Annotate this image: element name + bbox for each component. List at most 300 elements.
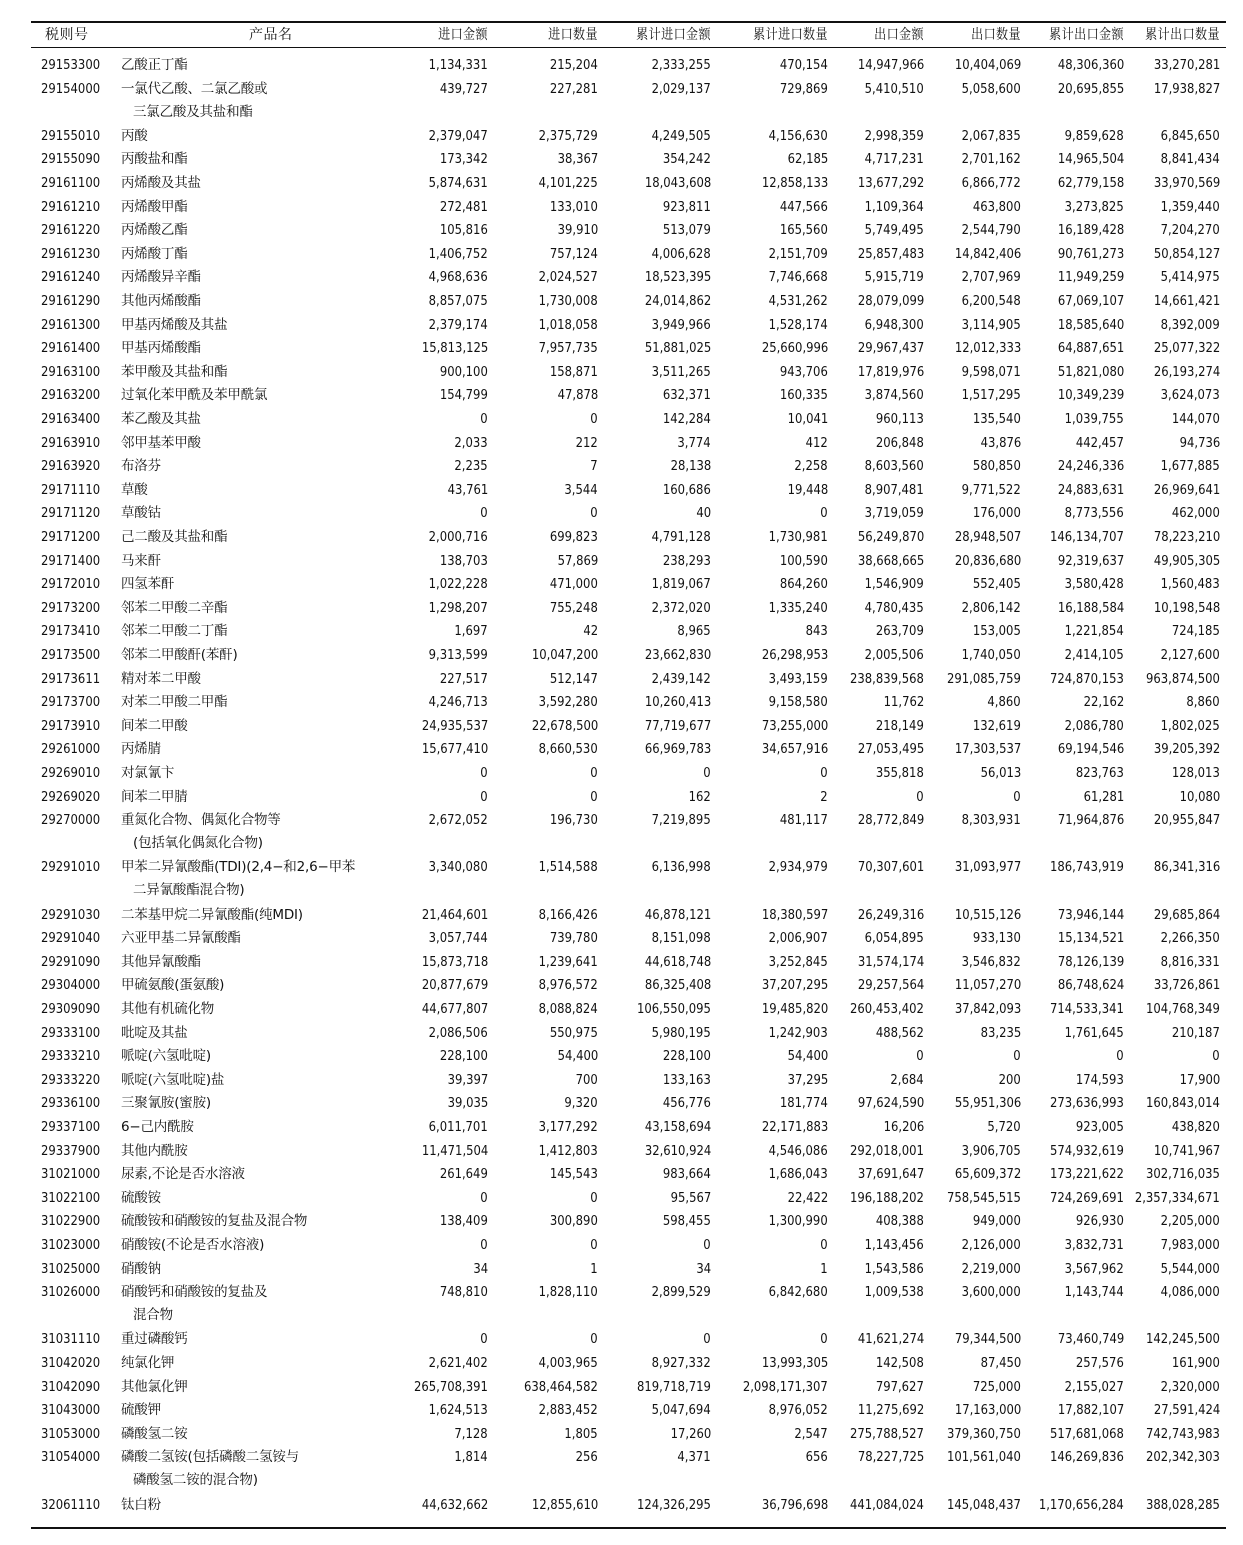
cum-export-value-cell: 724,269,691 <box>1050 1189 1124 1206</box>
export-qty-cell: 9,598,071 <box>961 363 1021 380</box>
export-qty-cell: 17,163,000 <box>954 1402 1021 1419</box>
cum-import-value-cell: 28,138 <box>670 458 711 475</box>
cum-export-value-cell: 78,126,139 <box>1057 953 1124 970</box>
cum-import-qty-cell: 729,869 <box>779 80 828 97</box>
product-name: 尿素,不论是否水溶液 <box>121 1166 245 1183</box>
product-name: 丙酸 <box>121 127 148 144</box>
cum-import-qty-cell: 2,547 <box>794 1425 828 1442</box>
product-name: 丙烯酸及其盐 <box>121 175 201 191</box>
product-name: 邻苯二甲酸二丁酯 <box>121 623 228 640</box>
import-qty-cell: 512,147 <box>549 670 598 687</box>
product-name: 三聚氰胺(蜜胺) <box>121 1095 211 1112</box>
cum-export-qty-cell: 302,716,035 <box>1146 1166 1220 1183</box>
import-value-cell: 15,813,125 <box>421 340 488 357</box>
tariff-code: 29336100 <box>41 1095 101 1112</box>
import-value-cell: 1,814 <box>454 1449 488 1466</box>
tariff-code: 31043000 <box>41 1402 101 1419</box>
export-value-cell: 2,998,359 <box>864 127 924 144</box>
product-name: 其他有机硫化物 <box>121 1001 215 1017</box>
product-name: 对氯氰卞 <box>121 765 175 781</box>
import-value-cell: 1,134,331 <box>428 57 488 73</box>
cum-import-value-cell: 24,014,862 <box>644 293 711 309</box>
import-value-cell: 5,874,631 <box>428 175 488 191</box>
cum-export-qty-cell: 86,341,316 <box>1153 859 1220 876</box>
export-qty-cell: 132,619 <box>972 717 1021 734</box>
export-qty-cell: 8,303,931 <box>961 812 1021 829</box>
cum-export-value-cell: 1,039,755 <box>1064 411 1124 427</box>
tariff-code: 29161240 <box>41 269 101 286</box>
cum-export-value-cell: 1,761,645 <box>1064 1024 1124 1041</box>
cum-export-qty-cell: 5,544,000 <box>1160 1260 1220 1277</box>
export-value-cell: 38,668,665 <box>857 552 924 569</box>
cum-import-qty-cell: 4,546,086 <box>768 1142 828 1159</box>
cum-export-value-cell: 823,763 <box>1075 765 1124 781</box>
cum-export-qty-cell: 25,077,322 <box>1153 340 1220 357</box>
cum-export-value-cell: 257,576 <box>1075 1355 1124 1371</box>
cum-export-value-cell: 574,932,619 <box>1050 1142 1124 1159</box>
export-value-cell: 4,780,435 <box>864 599 924 616</box>
product-name: 对苯二甲酸二甲酯 <box>121 694 228 711</box>
product-name: 丙酸盐和酯 <box>121 151 188 168</box>
cum-import-value-cell: 819,718,719 <box>637 1378 711 1395</box>
product-name: 丙烯酸丁酯 <box>121 245 188 262</box>
import-value-cell: 0 <box>480 1331 488 1348</box>
cum-export-value-cell: 926,930 <box>1075 1213 1124 1230</box>
import-value-cell: 20,877,679 <box>421 977 488 994</box>
cum-export-value-cell: 69,194,546 <box>1057 741 1124 758</box>
export-qty-cell: 379,360,750 <box>947 1425 1021 1442</box>
export-qty-cell: 14,842,406 <box>954 245 1021 262</box>
cum-import-qty-cell: 0 <box>820 505 828 522</box>
tariff-code: 29304000 <box>41 977 101 994</box>
cum-export-value-cell: 71,964,876 <box>1057 812 1124 829</box>
export-qty-cell: 9,771,522 <box>961 481 1021 498</box>
header-export-value: 出口金额 <box>874 27 924 43</box>
cum-import-value-cell: 2,439,142 <box>651 670 711 687</box>
tariff-code: 29155010 <box>41 127 101 144</box>
cum-import-value-cell: 5,047,694 <box>651 1402 711 1419</box>
export-value-cell: 11,762 <box>883 694 924 711</box>
cum-import-value-cell: 6,136,998 <box>651 859 711 876</box>
import-qty-cell: 212 <box>575 434 598 451</box>
import-qty-cell: 47,878 <box>557 387 598 404</box>
import-value-cell: 138,409 <box>439 1213 488 1230</box>
cum-export-value-cell: 62,779,158 <box>1057 175 1124 191</box>
cum-export-value-cell: 146,134,707 <box>1050 529 1124 545</box>
product-name: 硝酸钠 <box>121 1260 161 1277</box>
import-qty-cell: 57,869 <box>557 552 598 569</box>
cum-export-value-cell: 273,636,993 <box>1050 1095 1124 1112</box>
import-value-cell: 1,022,228 <box>428 576 488 593</box>
export-value-cell: 2,684 <box>890 1071 924 1088</box>
import-qty-cell: 1,730,008 <box>538 293 598 309</box>
cum-import-qty-cell: 18,380,597 <box>761 906 828 923</box>
cum-export-qty-cell: 26,193,274 <box>1153 363 1220 380</box>
import-value-cell: 439,727 <box>439 80 488 97</box>
export-value-cell: 37,691,647 <box>857 1166 924 1183</box>
cum-export-qty-cell: 17,900 <box>1179 1071 1220 1088</box>
import-qty-cell: 9,320 <box>564 1095 598 1112</box>
tariff-code: 29333210 <box>41 1048 101 1065</box>
export-value-cell: 29,257,564 <box>857 977 924 994</box>
cum-import-value-cell: 40 <box>696 505 711 522</box>
export-qty-cell: 37,842,093 <box>954 1001 1021 1017</box>
import-value-cell: 138,703 <box>439 552 488 569</box>
cum-import-qty-cell: 470,154 <box>779 57 828 73</box>
product-name: 甲硫氨酸(蛋氨酸) <box>121 977 225 994</box>
product-name: 纯氯化钾 <box>121 1355 175 1371</box>
import-qty-cell: 8,660,530 <box>538 741 598 758</box>
cum-import-value-cell: 983,664 <box>662 1166 711 1183</box>
export-value-cell: 4,717,231 <box>864 151 924 168</box>
cum-export-value-cell: 67,069,107 <box>1057 293 1124 309</box>
import-qty-cell: 0 <box>590 1237 598 1253</box>
import-value-cell: 3,340,080 <box>428 859 488 876</box>
tariff-code: 29291090 <box>41 953 101 970</box>
cum-export-qty-cell: 963,874,500 <box>1146 670 1220 687</box>
cum-export-qty-cell: 724,185 <box>1171 623 1220 640</box>
product-name: 二苯基甲烷二异氰酸酯(纯MDI) <box>121 906 303 923</box>
import-qty-cell: 4,003,965 <box>538 1355 598 1371</box>
cum-export-qty-cell: 26,969,641 <box>1153 481 1220 498</box>
export-qty-cell: 87,450 <box>980 1355 1021 1371</box>
tariff-code: 29337900 <box>41 1142 101 1159</box>
cum-import-value-cell: 66,969,783 <box>644 741 711 758</box>
cum-export-qty-cell: 2,357,334,671 <box>1135 1189 1220 1206</box>
cum-import-value-cell: 77,719,677 <box>644 717 711 734</box>
import-value-cell: 1,697 <box>454 623 488 640</box>
product-name: 重过磷酸钙 <box>121 1331 188 1348</box>
cum-export-qty-cell: 161,900 <box>1171 1355 1220 1371</box>
export-value-cell: 28,772,849 <box>857 812 924 829</box>
cum-export-value-cell: 517,681,068 <box>1050 1425 1124 1442</box>
import-value-cell: 7,128 <box>454 1425 488 1442</box>
export-qty-cell: 949,000 <box>972 1213 1021 1230</box>
import-value-cell: 6,011,701 <box>428 1119 488 1135</box>
tariff-code: 29161400 <box>41 340 101 357</box>
tariff-code: 29173410 <box>41 623 101 640</box>
cum-export-value-cell: 15,134,521 <box>1057 930 1124 947</box>
cum-export-value-cell: 73,946,144 <box>1057 906 1124 923</box>
cum-import-qty-cell: 34,657,916 <box>761 741 828 758</box>
cum-import-qty-cell: 62,185 <box>787 151 828 168</box>
cum-export-value-cell: 90,761,273 <box>1057 245 1124 262</box>
cum-export-qty-cell: 39,205,392 <box>1153 741 1220 758</box>
cum-import-value-cell: 5,980,195 <box>651 1024 711 1041</box>
cum-import-value-cell: 46,878,121 <box>644 906 711 923</box>
cum-import-value-cell: 133,163 <box>662 1071 711 1088</box>
export-value-cell: 6,948,300 <box>864 316 924 333</box>
cum-export-qty-cell: 8,860 <box>1186 694 1220 711</box>
cum-export-value-cell: 923,005 <box>1075 1119 1124 1135</box>
export-value-cell: 206,848 <box>875 434 924 451</box>
import-value-cell: 4,968,636 <box>428 269 488 286</box>
import-qty-cell: 145,543 <box>549 1166 598 1183</box>
tariff-code: 29161300 <box>41 316 101 333</box>
cum-export-qty-cell: 5,414,975 <box>1160 269 1220 286</box>
tariff-code: 29333100 <box>41 1024 101 1041</box>
tariff-code: 29173500 <box>41 647 101 663</box>
product-name: 间苯二甲腈 <box>121 788 188 805</box>
product-name: 苯甲酸及其盐和酯 <box>121 363 228 380</box>
import-qty-cell: 550,975 <box>549 1024 598 1041</box>
export-value-cell: 97,624,590 <box>857 1095 924 1112</box>
product-name: 邻甲基苯甲酸 <box>121 434 201 451</box>
cum-export-value-cell: 9,859,628 <box>1064 127 1124 144</box>
export-value-cell: 8,907,481 <box>864 481 924 498</box>
export-value-cell: 1,543,586 <box>864 1260 924 1277</box>
import-value-cell: 15,677,410 <box>421 741 488 758</box>
export-qty-cell: 0 <box>1013 1048 1021 1065</box>
export-value-cell: 28,079,099 <box>857 293 924 309</box>
import-qty-cell: 158,871 <box>549 363 598 380</box>
product-name: 硫酸钾 <box>121 1402 161 1419</box>
export-qty-cell: 2,707,969 <box>961 269 1021 286</box>
cum-export-value-cell: 3,580,428 <box>1064 576 1124 593</box>
import-value-cell: 0 <box>480 1189 488 1206</box>
cum-import-qty-cell: 9,158,580 <box>768 694 828 711</box>
cum-export-value-cell: 2,414,105 <box>1064 647 1124 663</box>
export-value-cell: 355,818 <box>875 765 924 781</box>
cum-import-qty-cell: 10,041 <box>787 411 828 427</box>
export-value-cell: 292,018,001 <box>850 1142 924 1159</box>
header-import-qty: 进口数量 <box>548 27 598 43</box>
cum-export-qty-cell: 33,970,569 <box>1153 175 1220 191</box>
cum-import-value-cell: 44,618,748 <box>644 953 711 970</box>
import-value-cell: 15,873,718 <box>421 953 488 970</box>
tariff-code: 31023000 <box>41 1237 101 1253</box>
export-qty-cell: 12,012,333 <box>954 340 1021 357</box>
import-value-cell: 2,379,047 <box>428 127 488 144</box>
export-value-cell: 56,249,870 <box>857 529 924 545</box>
cum-export-qty-cell: 104,768,349 <box>1146 1001 1220 1017</box>
tariff-code: 31022900 <box>41 1213 101 1230</box>
import-qty-cell: 755,248 <box>549 599 598 616</box>
product-name-continued: (包括氧化偶氮化合物) <box>133 835 263 852</box>
export-qty-cell: 2,067,835 <box>961 127 1021 144</box>
import-value-cell: 21,464,601 <box>421 906 488 923</box>
cum-export-qty-cell: 2,320,000 <box>1160 1378 1220 1395</box>
cum-import-qty-cell: 4,531,262 <box>768 293 828 309</box>
import-value-cell: 261,649 <box>439 1166 488 1183</box>
import-qty-cell: 3,592,280 <box>538 694 598 711</box>
export-value-cell: 960,113 <box>875 411 924 427</box>
export-value-cell: 218,149 <box>875 717 924 734</box>
cum-import-value-cell: 51,881,025 <box>644 340 711 357</box>
export-qty-cell: 552,405 <box>972 576 1021 593</box>
cum-import-qty-cell: 19,485,820 <box>761 1001 828 1017</box>
cum-import-qty-cell: 13,993,305 <box>761 1355 828 1371</box>
cum-export-value-cell: 174,593 <box>1075 1071 1124 1088</box>
import-qty-cell: 1 <box>590 1260 598 1277</box>
export-value-cell: 25,857,483 <box>857 245 924 262</box>
cum-export-value-cell: 146,269,836 <box>1050 1449 1124 1466</box>
tariff-code: 29163400 <box>41 411 101 427</box>
cum-import-qty-cell: 19,448 <box>787 481 828 498</box>
import-qty-cell: 10,047,200 <box>531 647 598 663</box>
cum-import-value-cell: 142,284 <box>662 411 711 427</box>
export-qty-cell: 101,561,040 <box>947 1449 1021 1466</box>
export-qty-cell: 79,344,500 <box>954 1331 1021 1348</box>
cum-export-value-cell: 1,143,744 <box>1064 1284 1124 1301</box>
import-value-cell: 3,057,744 <box>428 930 488 947</box>
tariff-code: 31025000 <box>41 1260 101 1277</box>
export-value-cell: 41,621,274 <box>857 1331 924 1348</box>
cum-import-qty-cell: 1,300,990 <box>768 1213 828 1230</box>
import-qty-cell: 0 <box>590 1331 598 1348</box>
cum-import-value-cell: 34 <box>696 1260 711 1277</box>
export-qty-cell: 2,806,142 <box>961 599 1021 616</box>
cum-import-qty-cell: 6,842,680 <box>768 1284 828 1301</box>
cum-import-qty-cell: 37,207,295 <box>761 977 828 994</box>
export-qty-cell: 5,058,600 <box>961 80 1021 97</box>
cum-import-value-cell: 160,686 <box>662 481 711 498</box>
import-value-cell: 154,799 <box>439 387 488 404</box>
cum-import-qty-cell: 1,686,043 <box>768 1166 828 1183</box>
cum-import-value-cell: 354,242 <box>662 151 711 168</box>
export-value-cell: 260,453,402 <box>850 1001 924 1017</box>
cum-import-value-cell: 23,662,830 <box>644 647 711 663</box>
cum-import-value-cell: 3,511,265 <box>651 363 711 380</box>
cum-export-value-cell: 442,457 <box>1075 434 1124 451</box>
export-value-cell: 5,410,510 <box>864 80 924 97</box>
cum-import-value-cell: 95,567 <box>670 1189 711 1206</box>
export-value-cell: 797,627 <box>875 1378 924 1395</box>
import-qty-cell: 2,883,452 <box>538 1402 598 1419</box>
import-qty-cell: 1,514,588 <box>538 859 598 876</box>
tariff-code: 31031110 <box>41 1331 101 1348</box>
cum-import-qty-cell: 864,260 <box>779 576 828 593</box>
import-value-cell: 227,517 <box>439 670 488 687</box>
product-name: 四氢苯酐 <box>121 576 175 593</box>
export-qty-cell: 725,000 <box>972 1378 1021 1395</box>
tariff-code: 29163920 <box>41 458 101 475</box>
import-qty-cell: 757,124 <box>549 245 598 262</box>
import-qty-cell: 22,678,500 <box>531 717 598 734</box>
cum-export-qty-cell: 8,392,009 <box>1160 316 1220 333</box>
tariff-code: 31042090 <box>41 1378 101 1395</box>
product-name-continued: 二异氰酸酯混合物) <box>133 882 245 899</box>
cum-export-qty-cell: 142,245,500 <box>1146 1331 1220 1348</box>
export-qty-cell: 6,866,772 <box>961 175 1021 191</box>
cum-export-qty-cell: 1,802,025 <box>1160 717 1220 734</box>
cum-export-qty-cell: 2,127,600 <box>1160 647 1220 663</box>
tariff-code: 29173611 <box>41 670 101 687</box>
product-name: 丙烯腈 <box>121 741 161 758</box>
import-value-cell: 44,677,807 <box>421 1001 488 1017</box>
export-qty-cell: 1,740,050 <box>961 647 1021 663</box>
import-value-cell: 2,621,402 <box>428 1355 488 1371</box>
import-value-cell: 24,935,537 <box>421 717 488 734</box>
product-name: 丙烯酸乙酯 <box>121 222 188 239</box>
cum-import-value-cell: 43,158,694 <box>644 1119 711 1135</box>
product-name: 重氮化合物、偶氮化合物等 <box>121 812 281 829</box>
cum-export-value-cell: 714,533,341 <box>1050 1001 1124 1017</box>
cum-export-value-cell: 48,306,360 <box>1057 57 1124 73</box>
cum-import-value-cell: 86,325,408 <box>644 977 711 994</box>
cum-export-value-cell: 22,162 <box>1083 694 1124 711</box>
cum-import-qty-cell: 8,976,052 <box>768 1402 828 1419</box>
export-value-cell: 70,307,601 <box>857 859 924 876</box>
export-value-cell: 1,109,364 <box>864 198 924 215</box>
cum-import-value-cell: 3,949,966 <box>651 316 711 333</box>
product-name: 一氯代乙酸、二氯乙酸或 <box>121 80 268 97</box>
cum-export-value-cell: 186,743,919 <box>1050 859 1124 876</box>
cum-export-qty-cell: 1,359,440 <box>1160 198 1220 215</box>
cum-import-qty-cell: 36,796,698 <box>761 1496 828 1513</box>
tariff-code: 29163100 <box>41 363 101 380</box>
export-value-cell: 2,005,506 <box>864 647 924 663</box>
import-qty-cell: 8,166,426 <box>538 906 598 923</box>
cum-export-qty-cell: 202,342,303 <box>1146 1449 1220 1466</box>
export-value-cell: 275,788,527 <box>850 1425 924 1442</box>
cum-import-qty-cell: 2,006,907 <box>768 930 828 947</box>
export-qty-cell: 758,545,515 <box>947 1189 1021 1206</box>
import-qty-cell: 638,464,582 <box>524 1378 598 1395</box>
cum-export-qty-cell: 210,187 <box>1171 1024 1220 1041</box>
tariff-code: 29171400 <box>41 552 101 569</box>
cum-import-value-cell: 124,326,295 <box>637 1496 711 1513</box>
cum-import-value-cell: 0 <box>703 1237 711 1253</box>
cum-export-qty-cell: 29,685,864 <box>1153 906 1220 923</box>
tariff-code: 29261000 <box>41 741 101 758</box>
cum-import-value-cell: 32,610,924 <box>644 1142 711 1159</box>
product-name: 苯乙酸及其盐 <box>121 411 201 427</box>
product-name: 其他丙烯酸酯 <box>121 293 201 309</box>
header-tariff-code: 税则号 <box>45 27 89 43</box>
export-qty-cell: 463,800 <box>972 198 1021 215</box>
product-name: 邻苯二甲酸酐(苯酐) <box>121 647 238 663</box>
cum-import-value-cell: 923,811 <box>662 198 711 215</box>
cum-import-value-cell: 8,151,098 <box>651 930 711 947</box>
import-qty-cell: 0 <box>590 788 598 805</box>
export-value-cell: 441,084,024 <box>850 1496 924 1513</box>
cum-export-qty-cell: 50,854,127 <box>1153 245 1220 262</box>
import-qty-cell: 1,828,110 <box>538 1284 598 1301</box>
import-qty-cell: 0 <box>590 1189 598 1206</box>
tariff-code: 29171120 <box>41 505 101 522</box>
import-qty-cell: 1,412,803 <box>538 1142 598 1159</box>
export-value-cell: 26,249,316 <box>857 906 924 923</box>
tariff-code: 29161220 <box>41 222 101 239</box>
import-qty-cell: 1,239,641 <box>538 953 598 970</box>
import-value-cell: 0 <box>480 765 488 781</box>
product-name: 草酸钴 <box>121 505 161 522</box>
tariff-code: 29163910 <box>41 434 101 451</box>
cum-export-value-cell: 3,273,825 <box>1064 198 1124 215</box>
import-qty-cell: 7 <box>590 458 598 475</box>
cum-import-qty-cell: 54,400 <box>787 1048 828 1065</box>
cum-import-value-cell: 7,219,895 <box>651 812 711 829</box>
cum-import-value-cell: 0 <box>703 765 711 781</box>
import-value-cell: 39,035 <box>447 1095 488 1112</box>
cum-import-qty-cell: 4,156,630 <box>768 127 828 144</box>
cum-export-qty-cell: 6,845,650 <box>1160 127 1220 144</box>
cum-import-qty-cell: 656 <box>805 1449 828 1466</box>
cum-export-qty-cell: 33,270,281 <box>1153 57 1220 73</box>
cum-export-qty-cell: 438,820 <box>1171 1119 1220 1135</box>
product-name: 丙烯酸甲酯 <box>121 198 188 215</box>
cum-import-qty-cell: 26,298,953 <box>761 647 828 663</box>
cum-import-qty-cell: 943,706 <box>779 363 828 380</box>
export-value-cell: 27,053,495 <box>857 741 924 758</box>
tariff-code: 29171200 <box>41 529 101 545</box>
import-value-cell: 2,672,052 <box>428 812 488 829</box>
cum-import-value-cell: 2,029,137 <box>651 80 711 97</box>
tariff-code: 29171110 <box>41 481 101 498</box>
tariff-code: 29269010 <box>41 765 101 781</box>
product-name: 过氧化苯甲酰及苯甲酰氯 <box>121 387 268 404</box>
